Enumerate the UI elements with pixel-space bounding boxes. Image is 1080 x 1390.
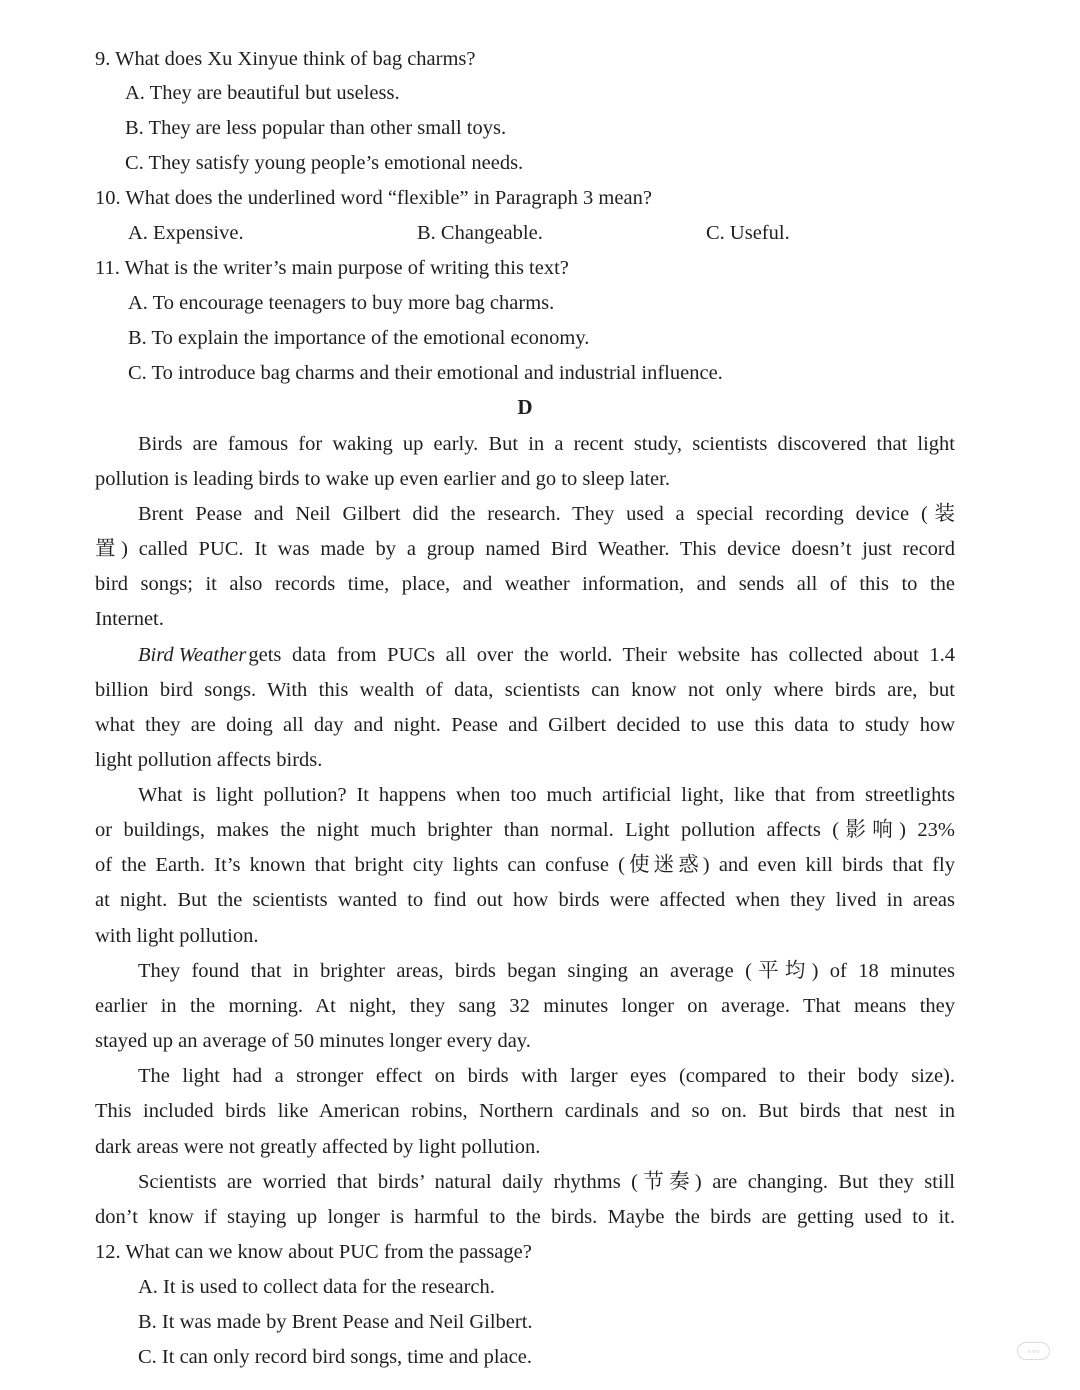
section-heading-d: D bbox=[517, 395, 533, 419]
passage-line-text: gets data from PUCs all over the world. Their website has collected about 1.4 bbox=[248, 644, 955, 666]
watermark-logo-icon: ◦◦◦ bbox=[1017, 1342, 1050, 1360]
passage-line: light pollution affects birds. bbox=[95, 749, 323, 771]
question-9-stem: 9. What does Xu Xinyue think of bag charms? bbox=[95, 48, 476, 70]
passage-line: What is light pollution? It happens when too much artificial light, like that from streetlights bbox=[138, 784, 955, 806]
passage-line bbox=[138, 640, 955, 670]
passage-line: bird songs; it also records time, place, and weather information, and sends all of this to the bbox=[95, 573, 955, 595]
bird-weather-title: Bird Weather bbox=[138, 644, 247, 666]
passage-line: This included birds like American robins, Northern cardinals and so on. But birds that nest in bbox=[95, 1100, 955, 1122]
question-10-stem: 10. What does the underlined word “flexible” in Paragraph 3 mean? bbox=[95, 187, 652, 209]
question-11-option-b: B. To explain the importance of the emotional economy. bbox=[128, 327, 590, 349]
question-9-option-b: B. They are less popular than other small toys. bbox=[125, 117, 507, 139]
question-12-option-c: C. It can only record bird songs, time and place. bbox=[138, 1346, 532, 1368]
question-10-option-a: A. Expensive. bbox=[128, 222, 244, 244]
passage-line: at night. But the scientists wanted to find out how birds were affected when they lived in areas bbox=[95, 889, 955, 911]
passage-line: The light had a stronger effect on birds with larger eyes (compared to their body size). bbox=[138, 1065, 955, 1087]
passage-line: or buildings, makes the night much brighter than normal. Light pollution affects (影响) 23% bbox=[95, 819, 955, 841]
passage-line: They found that in brighter areas, birds began singing an average (平均) of 18 minutes bbox=[138, 960, 955, 982]
passage-line: of the Earth. It’s known that bright city lights can confuse (使迷惑) and even kill birds that fly bbox=[95, 854, 955, 876]
passage-line: don’t know if staying up longer is harmful to the birds. Maybe the birds are getting used to it. bbox=[95, 1206, 955, 1228]
passage-line: earlier in the morning. At night, they sang 32 minutes longer on average. That means they bbox=[95, 995, 955, 1017]
question-11-option-a: A. To encourage teenagers to buy more bag charms. bbox=[128, 292, 555, 314]
question-10-option-b: B. Changeable. bbox=[417, 222, 543, 244]
question-10-option-c: C. Useful. bbox=[706, 222, 790, 244]
question-11-option-c: C. To introduce bag charms and their emotional and industrial influence. bbox=[128, 362, 723, 384]
passage-line: 置) called PUC. It was made by a group named Bird Weather. This device doesn’t just record bbox=[95, 538, 955, 560]
passage-line: Brent Pease and Neil Gilbert did the research. They used a special recording device (装 bbox=[138, 503, 955, 525]
question-12-option-a: A. It is used to collect data for the research. bbox=[138, 1276, 495, 1298]
passage-line: stayed up an average of 50 minutes longer every day. bbox=[95, 1030, 531, 1052]
passage-line: Internet. bbox=[95, 608, 164, 630]
passage-line: dark areas were not greatly affected by light pollution. bbox=[95, 1136, 541, 1158]
passage-line: Scientists are worried that birds’ natural daily rhythms (节奏) are changing. But they still bbox=[138, 1171, 955, 1193]
watermark bbox=[1017, 1342, 1050, 1368]
question-12-option-b: B. It was made by Brent Pease and Neil Gilbert. bbox=[138, 1311, 533, 1333]
question-9-option-a: A. They are beautiful but useless. bbox=[125, 82, 400, 104]
question-11-stem: 11. What is the writer’s main purpose of writing this text? bbox=[95, 257, 569, 279]
question-12-stem: 12. What can we know about PUC from the passage? bbox=[95, 1241, 532, 1263]
passage-line: billion bird songs. With this wealth of data, scientists can know not only where birds are, but bbox=[95, 679, 955, 701]
question-9-option-c: C. They satisfy young people’s emotional needs. bbox=[125, 152, 524, 174]
passage-line: Birds are famous for waking up early. But in a recent study, scientists discovered that light bbox=[138, 433, 955, 455]
passage-line: pollution is leading birds to wake up even earlier and go to sleep later. bbox=[95, 468, 670, 490]
passage-line: what they are doing all day and night. Pease and Gilbert decided to use this data to study how bbox=[95, 714, 955, 736]
passage-line: with light pollution. bbox=[95, 925, 259, 947]
